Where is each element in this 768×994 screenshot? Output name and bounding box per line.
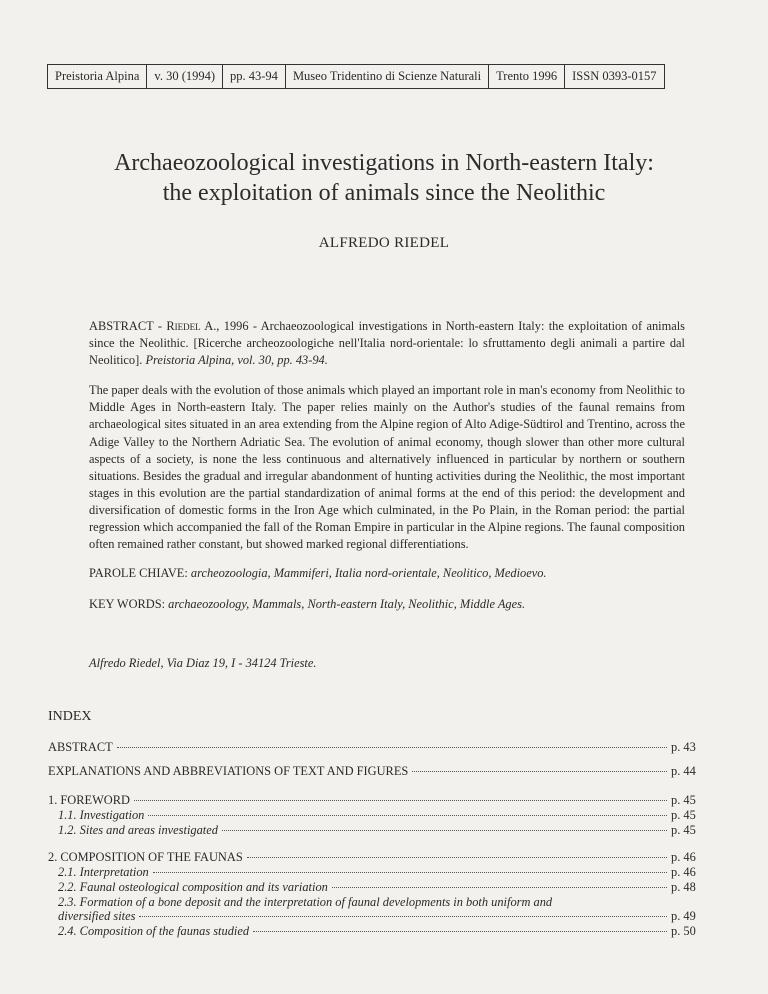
author-name: ALFREDO RIEDEL — [318, 235, 450, 251]
toc-entry-abstract — [48, 740, 711, 755]
abstract-citation-journal: Preistoria Alpina, vol. 30, pp. 43-94. — [145, 353, 328, 368]
toc-page: p. 45 — [671, 808, 696, 822]
toc-entry-explanations — [48, 764, 711, 779]
header-journal: Preistoria Alpina — [48, 65, 147, 89]
title-line-2: the exploitation of animals since the Neolithic — [162, 180, 606, 206]
toc-label: 2. COMPOSITION OF THE FAUNAS — [48, 850, 243, 864]
toc-label: 2.3. Formation of a bone deposit and the interpretation of faunal developments in both uniform and — [58, 895, 553, 909]
abstract-section — [89, 318, 685, 566]
key-words-text: archaeozoology, Mammals, North-eastern Italy, Neolithic, Middle Ages. — [168, 597, 526, 611]
header-place-year: Trento 1996 — [489, 65, 565, 89]
toc-label: EXPLANATIONS AND ABBREVIATIONS OF TEXT AND FIGURES — [48, 764, 409, 778]
toc-label: 1.2. Sites and areas investigated — [58, 823, 218, 837]
toc-page: p. 49 — [671, 909, 696, 923]
journal-header-table — [47, 64, 665, 89]
toc-section-foreword — [48, 793, 711, 838]
toc-section-composition — [48, 850, 711, 939]
toc-page: p. 46 — [671, 850, 696, 864]
toc-page: p. 43 — [671, 740, 696, 754]
abstract-author: Riedel — [166, 319, 201, 333]
toc-label: 2.2. Faunal osteological composition and its variation — [58, 880, 328, 894]
paper-title — [0, 148, 768, 208]
toc-label: 1.1. Investigation — [58, 808, 145, 822]
parole-chiave-text: archeozoologia, Mammiferi, Italia nord-orientale, Neolitico, Medioevo. — [190, 566, 547, 580]
header-volume: v. 30 (1994) — [147, 65, 223, 89]
parole-chiave — [89, 566, 685, 581]
toc-page: p. 45 — [671, 823, 696, 837]
toc-label-cont: diversified sites — [58, 909, 136, 923]
key-words-label: KEY WORDS: — [89, 597, 169, 611]
toc-page: p. 45 — [671, 793, 696, 807]
toc-label: 1. FOREWORD — [48, 793, 130, 807]
key-words — [89, 597, 685, 612]
author-address: Alfredo Riedel, Via Diaz 19, I - 34124 Trieste. — [89, 656, 317, 670]
header-issn: ISSN 0393-0157 — [565, 65, 664, 89]
abstract-citation — [89, 318, 685, 369]
header-publisher: Museo Tridentino di Scienze Naturali — [285, 65, 488, 89]
toc-page: p. 50 — [671, 924, 696, 938]
toc-label: ABSTRACT — [48, 740, 113, 754]
toc-page: p. 48 — [671, 880, 696, 894]
toc-label: 2.4. Composition of the faunas studied — [58, 924, 250, 938]
toc-label: 2.1. Interpretation — [58, 865, 149, 879]
abstract-label: ABSTRACT - — [89, 319, 167, 333]
toc-page: p. 46 — [671, 865, 696, 879]
title-line-1: Archaeozoological investigations in North-eastern Italy: — [114, 150, 654, 176]
parole-chiave-label: PAROLE CHIAVE: — [89, 566, 191, 580]
toc-page: p. 44 — [671, 764, 696, 778]
abstract-citation-text: A., 1996 - Archaeozoological investigations in North-eastern Italy: the exploitation of animals since the Neolithic. [Ricerche archeozoologiche nell'Italia nord-orientale: lo sfruttamento degli animali a partire dal Neolitico]. — [89, 319, 685, 368]
index-heading: INDEX — [48, 709, 92, 724]
abstract-body: The paper deals with the evolution of those animals which played an important role in man's economy from Neolithic to Middle Ages in North-eastern Italy. The paper relies mainly on the Author's studies of the faunal remains from archaeological sites situated in an area extending from the Alpine region of Alto Adige-Südtirol and Trentino, across the Adige Valley to the Northern Adriatic Sea. The evolution of animal economy, though slower than other more cultural aspects of a society, is none the less continuous and alternatively influenced in particular by northern or southern situations. Besides the gradual and irregular abandonment of hunting activities during the Neolithic, the most important stages in this evolution are the partial standardization of animal forms at the end of this period: the development and diversification of domestic forms in the Iron Age which culminated, in the Po Plain, in the Roman period: the partial regression which accompanied the fall of the Roman Empire in particular in the Alpine regions. The faunal composition often remained rather constant, but showed marked regional differentiations. — [89, 383, 685, 552]
header-pages: pp. 43-94 — [223, 65, 286, 89]
